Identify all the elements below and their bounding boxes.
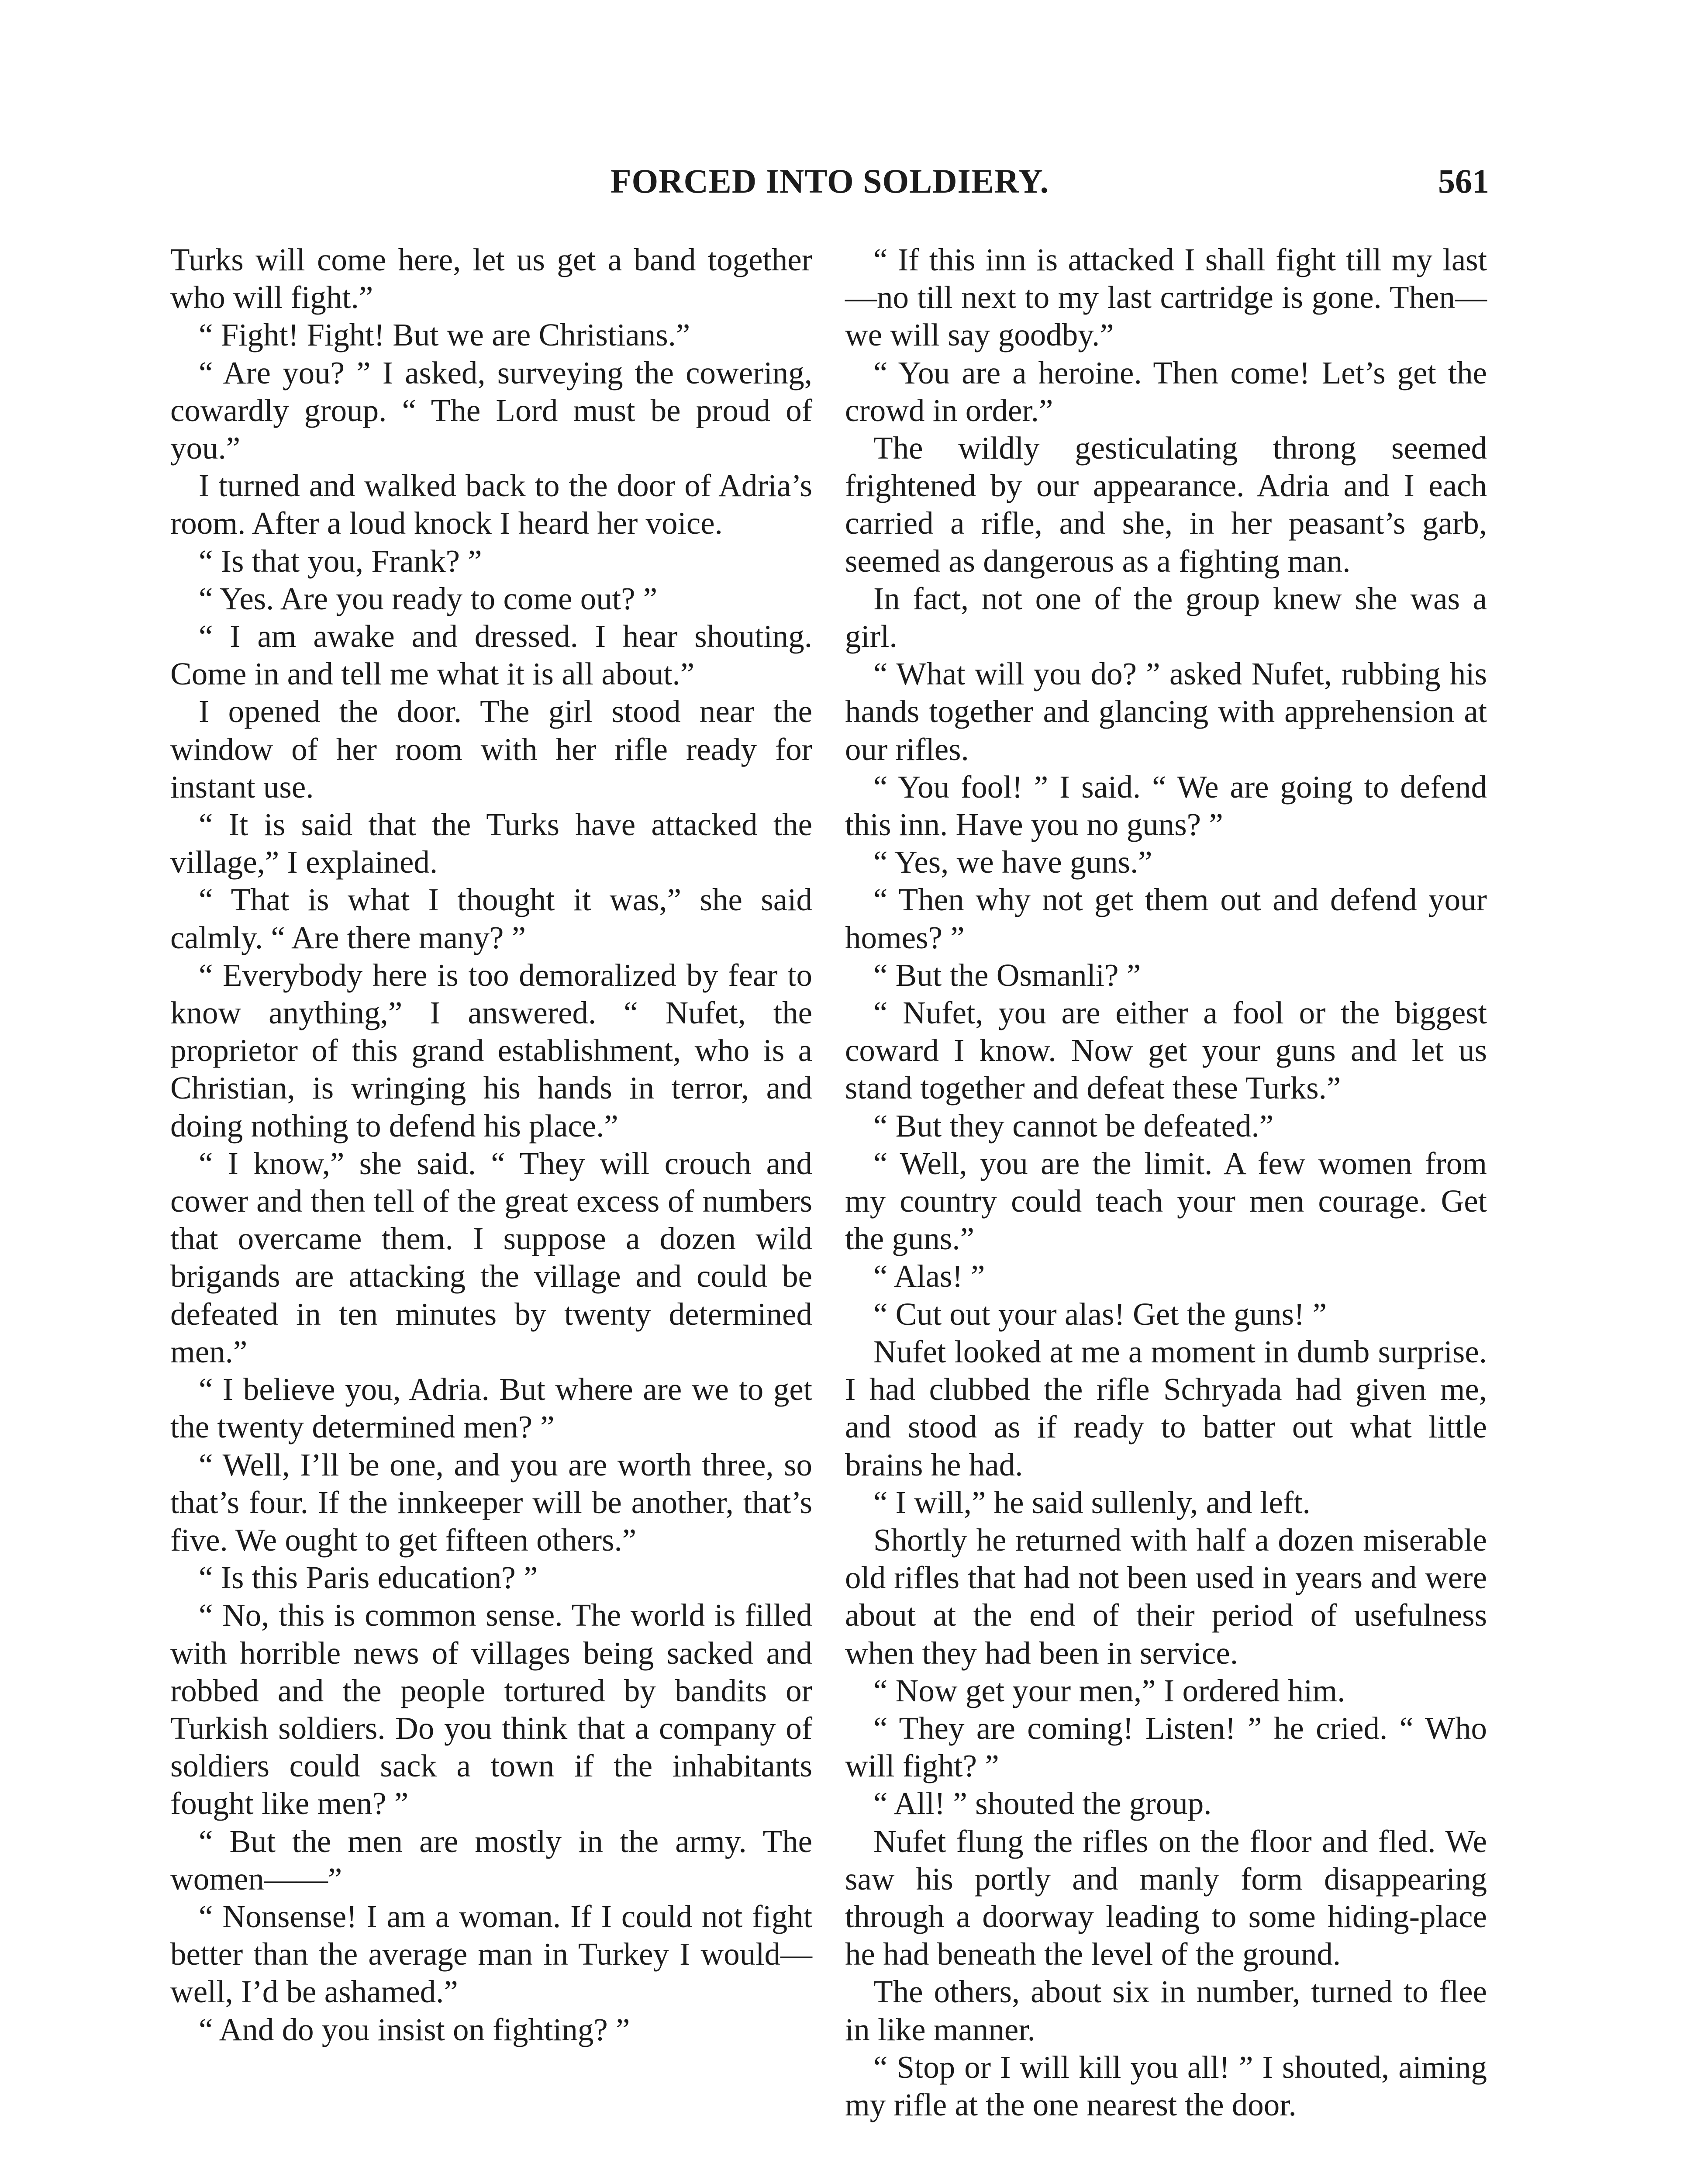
paragraph: “ All! ” shouted the group. [873, 1786, 1212, 1821]
paragraph: “ I am awake and dressed. I hear shouting. Come in and tell me what it is all about.” [170, 619, 812, 692]
paragraph: “ Is that you, Frank? ” [199, 543, 482, 579]
paragraph: “ I know,” she said. “ They will crouch and cower and then tell of the great excess of numbers that overcame them. I suppose a dozen wild brigands are attacking the village and could be defeated in ten minutes by twenty determined men.” [170, 1145, 812, 1369]
paragraph: Shortly he returned with half a dozen miserable old rifles that had not been used in years and were about at the end of their period of usefulness when they had been in service. [845, 1522, 1487, 1671]
paragraph: “ It is said that the Turks have attacked the village,” I explained. [170, 807, 812, 880]
paragraph: “ That is what I thought it was,” she said calmly. “ Are there many? ” [170, 882, 812, 955]
paragraph: “ You are a heroine. Then come! Let’s get the crowd in order.” [845, 355, 1487, 428]
paragraph: The wildly gesticulating throng seemed frightened by our appearance. Adria and I each carried a rifle, and she, in her peasant’s garb, seemed as dangerous as a fighting man. [845, 430, 1487, 579]
paragraph: Turks will come here, let us get a band together who will fight.” [170, 242, 812, 315]
running-title: FORCED INTO SOLDIERY. [610, 162, 1049, 200]
paragraph: I opened the door. The girl stood near the window of her room with her rifle ready for instant use. [170, 694, 812, 805]
paragraph: “ They are coming! Listen! ” he cried. “ Who will fight? ” [845, 1710, 1487, 1784]
right-column [845, 241, 1487, 2124]
paragraph: “ I believe you, Adria. But where are we to get the twenty determined men? ” [170, 1372, 812, 1445]
paragraph: “ No, this is common sense. The world is filled with horrible news of villages being sacked and robbed and the people tortured by bandits or Turkish soldiers. Do you think that a company of soldiers could sack a town if the inhabitants fought like men? ” [170, 1597, 812, 1821]
paragraph: I turned and walked back to the door of Adria’s room. After a loud knock I heard her voice. [170, 468, 812, 541]
paragraph: “ Nufet, you are either a fool or the biggest coward I know. Now get your guns and let us stand together and defeat these Turks.” [845, 995, 1487, 1106]
paragraph: “ You fool! ” I said. “ We are going to defend this inn. Have you no guns? ” [845, 769, 1487, 843]
paragraph: “ What will you do? ” asked Nufet, rubbing his hands together and glancing with apprehension at our rifles. [845, 656, 1487, 767]
paragraph: “ I will,” he said sullenly, and left. [873, 1484, 1311, 1520]
running-header [0, 157, 1704, 205]
paragraph: “ Yes. Are you ready to come out? ” [199, 581, 658, 616]
paragraph: “ Yes, we have guns.” [873, 844, 1152, 880]
paragraph: “ Then why not get them out and defend your homes? ” [845, 882, 1487, 955]
paragraph: “ Cut out your alas! Get the guns! ” [873, 1296, 1327, 1332]
paragraph: “ Is this Paris education? ” [199, 1560, 538, 1596]
paragraph: “ If this inn is attacked I shall fight till my last—no till next to my last cartridge is gone. Then—we will say goodby.” [845, 242, 1487, 353]
paragraph: “ Stop or I will kill you all! ” I shouted, aiming my rifle at the one nearest the door. [845, 2049, 1487, 2122]
paragraph: The others, about six in number, turned to flee in like manner. [845, 1974, 1487, 2047]
paragraph: “ Well, I’ll be one, and you are worth three, so that’s four. If the innkeeper will be another, that’s five. We ought to get fifteen others.” [170, 1447, 812, 1558]
paragraph: “ Fight! Fight! But we are Christians.” [199, 317, 690, 353]
paragraph: Nufet flung the rifles on the floor and fled. We saw his portly and manly form disappearing through a doorway leading to some hiding-place he had beneath the level of the ground. [845, 1823, 1487, 1972]
paragraph: “ Now get your men,” I ordered him. [873, 1673, 1345, 1708]
paragraph: “ But the Osmanli? ” [873, 957, 1141, 993]
paragraph: “ Are you? ” I asked, surveying the cowering, cowardly group. “ The Lord must be proud of you.” [170, 355, 812, 466]
paragraph: “ Alas! ” [873, 1258, 985, 1294]
paragraph: “ Everybody here is too demoralized by fear to know anything,” I answered. “ Nufet, the proprietor of this grand establishment, who is a Christian, is wringing his hands in terror, and doing nothing to defend his place.” [170, 957, 812, 1144]
left-column [170, 241, 812, 2049]
paragraph: “ But they cannot be defeated.” [873, 1108, 1274, 1144]
paragraph: Nufet looked at me a moment in dumb surprise. I had clubbed the rifle Schryada had given me, and stood as if ready to batter out what little brains he had. [845, 1334, 1487, 1482]
paragraph: “ But the men are mostly in the army. The women——” [170, 1823, 812, 1897]
paragraph: “ And do you insist on fighting? ” [199, 2011, 630, 2047]
paragraph: In fact, not one of the group knew she was a girl. [845, 581, 1487, 654]
paragraph: “ Nonsense! I am a woman. If I could not fight better than the average man in Turkey I would—well, I’d be ashamed.” [170, 1898, 812, 2010]
paragraph: “ Well, you are the limit. A few women from my country could teach your men courage. Get the guns.” [845, 1145, 1487, 1257]
page-number: 561 [1438, 162, 1489, 200]
